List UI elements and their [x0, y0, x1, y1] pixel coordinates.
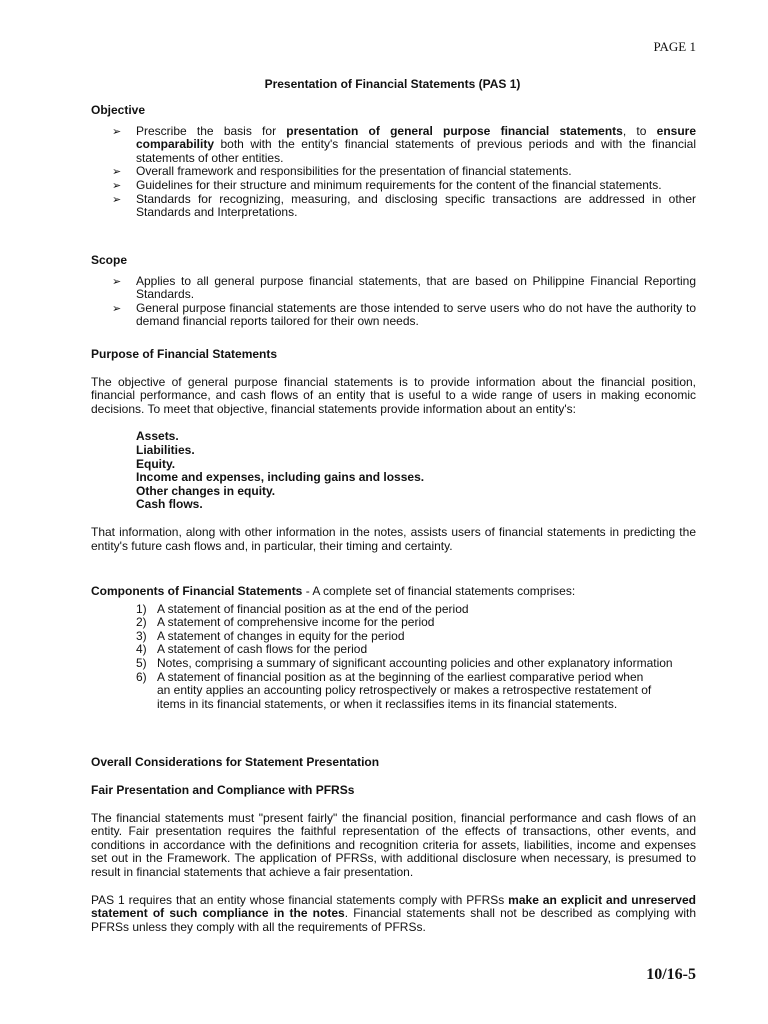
scope-section: [91, 254, 696, 329]
arrow-bullet-icon: ➢: [112, 124, 122, 138]
list-item-text: A statement of financial position as at the beginning of the earliest comparative period when an entity applies an accounting policy retrospectively or makes a retrospective restatement of items in its financial statements, or when it reclassifies items in its financial statements.: [157, 669, 652, 711]
purpose-intro: The objective of general purpose financial statements is to provide information about the financial position, financial performance, and cash flows of an entity that is useful to a wide range of users in making economic decisions. To meet that objective, financial statements provide information about an entity's:: [91, 374, 696, 416]
list-item-text: A statement of cash flows for the period: [157, 642, 368, 657]
list-item: [91, 179, 696, 193]
list-item: [91, 616, 696, 630]
list-item-text: A statement of comprehensive income for the period: [157, 615, 435, 630]
objective-list: [91, 125, 696, 220]
fair-presentation-heading: Fair Presentation and Compliance with PFRSs: [91, 783, 355, 797]
compliance-paragraph: [91, 894, 696, 935]
text-run: PAS 1 requires that an entity whose financial statements comply with PFRSs: [91, 892, 509, 907]
information-items: [91, 430, 696, 512]
list-item-text: A statement of financial position as at the end of the period: [157, 601, 469, 616]
arrow-bullet-icon: ➢: [112, 165, 122, 179]
list-number: 5): [136, 655, 147, 670]
purpose-section: [91, 348, 696, 553]
list-item-text: Overall framework and responsibilities for the presentation of financial statements.: [136, 164, 572, 179]
purpose-heading: Purpose of Financial Statements: [91, 347, 278, 361]
components-intro-line: [91, 585, 696, 599]
info-item-liabilities: Liabilities.: [136, 442, 195, 457]
objective-section: [91, 104, 696, 220]
list-item: [91, 630, 696, 644]
components-list: [91, 603, 696, 712]
info-item-equity: Equity.: [136, 456, 176, 471]
list-item: [91, 671, 696, 712]
list-item-text: Applies to all general purpose financial statements, that are based on Philippine Financial Reporting Standards.: [136, 273, 696, 302]
components-heading: Components of Financial Statements: [91, 584, 303, 598]
list-item: [91, 193, 696, 220]
arrow-bullet-icon: ➢: [112, 178, 122, 192]
text-run: , to: [622, 123, 657, 138]
list-item-text: General purpose financial statements are those intended to serve users who do not have the authority to demand financial reports tailored for their own needs.: [136, 300, 696, 329]
list-number: 2): [136, 615, 147, 630]
list-item-text: A statement of changes in equity for the period: [157, 628, 405, 643]
list-item: [91, 657, 696, 671]
text-run: . Financial statements shall not be described as complying with PFRSs unless they comply with all the requirements of PFRSs.: [91, 906, 696, 934]
text-run: both with the entity's financial statements of previous periods and with the financial statements of other entities.: [136, 137, 696, 165]
overall-heading: Overall Considerations for Statement Presentation: [91, 755, 380, 769]
info-item-cash-flows: Cash flows.: [136, 497, 203, 512]
scope-heading: Scope: [91, 253, 128, 267]
list-number: 1): [136, 601, 147, 616]
overall-section: [91, 756, 696, 770]
bold-text-run: presentation of general purpose financial statements: [286, 123, 623, 138]
components-section: [91, 585, 696, 711]
page-code-label: 10/16-5: [646, 966, 696, 983]
objective-heading: Objective: [91, 103, 146, 117]
list-item: [91, 643, 696, 657]
list-item: [91, 603, 696, 617]
info-item-assets: Assets.: [136, 429, 179, 444]
list-number: 6): [136, 669, 147, 684]
purpose-closing: That information, along with other information in the notes, assists users of financial statements in predicting the entity's future cash flows and, in particular, their timing and certainty.: [91, 524, 696, 553]
list-item-text: Guidelines for their structure and minimum requirements for the content of the financial statements.: [136, 177, 662, 192]
fair-presentation-paragraph: The financial statements must "present fairly" the financial position, financial performance and cash flows of an entity. Fair presentation requires the faithful representation of the effects of transactions, other events, and conditions in accordance with the definitions and recognition criteria for assets, liabilities, income and expenses set out in the Framework. The application of PFRSs, with additional disclosure when necessary, is presumed to result in financial statements that achieve a fair presentation.: [91, 810, 696, 879]
arrow-bullet-icon: ➢: [112, 192, 122, 206]
list-item-text: Standards for recognizing, measuring, and disclosing specific transactions are addressed in other Standards and Interpretations.: [136, 191, 696, 220]
list-item-text: Notes, comprising a summary of significant accounting policies and other explanatory information: [157, 655, 673, 670]
bold-text-run: make an explicit and unreserved statement of such compliance in the notes: [91, 892, 696, 921]
arrow-bullet-icon: ➢: [112, 301, 122, 315]
components-intro: - A complete set of financial statements comprises:: [302, 584, 576, 598]
list-number: 3): [136, 628, 147, 643]
info-item-other-changes: Other changes in equity.: [136, 483, 276, 498]
list-number: 4): [136, 642, 147, 657]
info-item-income-expenses: Income and expenses, including gains and losses.: [136, 470, 425, 485]
fair-presentation-section: [91, 784, 696, 934]
scope-list: [91, 275, 696, 329]
list-item: [91, 302, 696, 329]
bold-text-run: ensure comparability: [136, 123, 696, 152]
list-item: [91, 165, 696, 179]
arrow-bullet-icon: ➢: [112, 274, 122, 288]
page-number-label: PAGE 1: [653, 39, 696, 54]
list-item: [91, 275, 696, 302]
text-run: Prescribe the basis for: [136, 123, 287, 138]
document-title: Presentation of Financial Statements (PAS 1): [264, 77, 521, 91]
list-item: [91, 125, 696, 166]
